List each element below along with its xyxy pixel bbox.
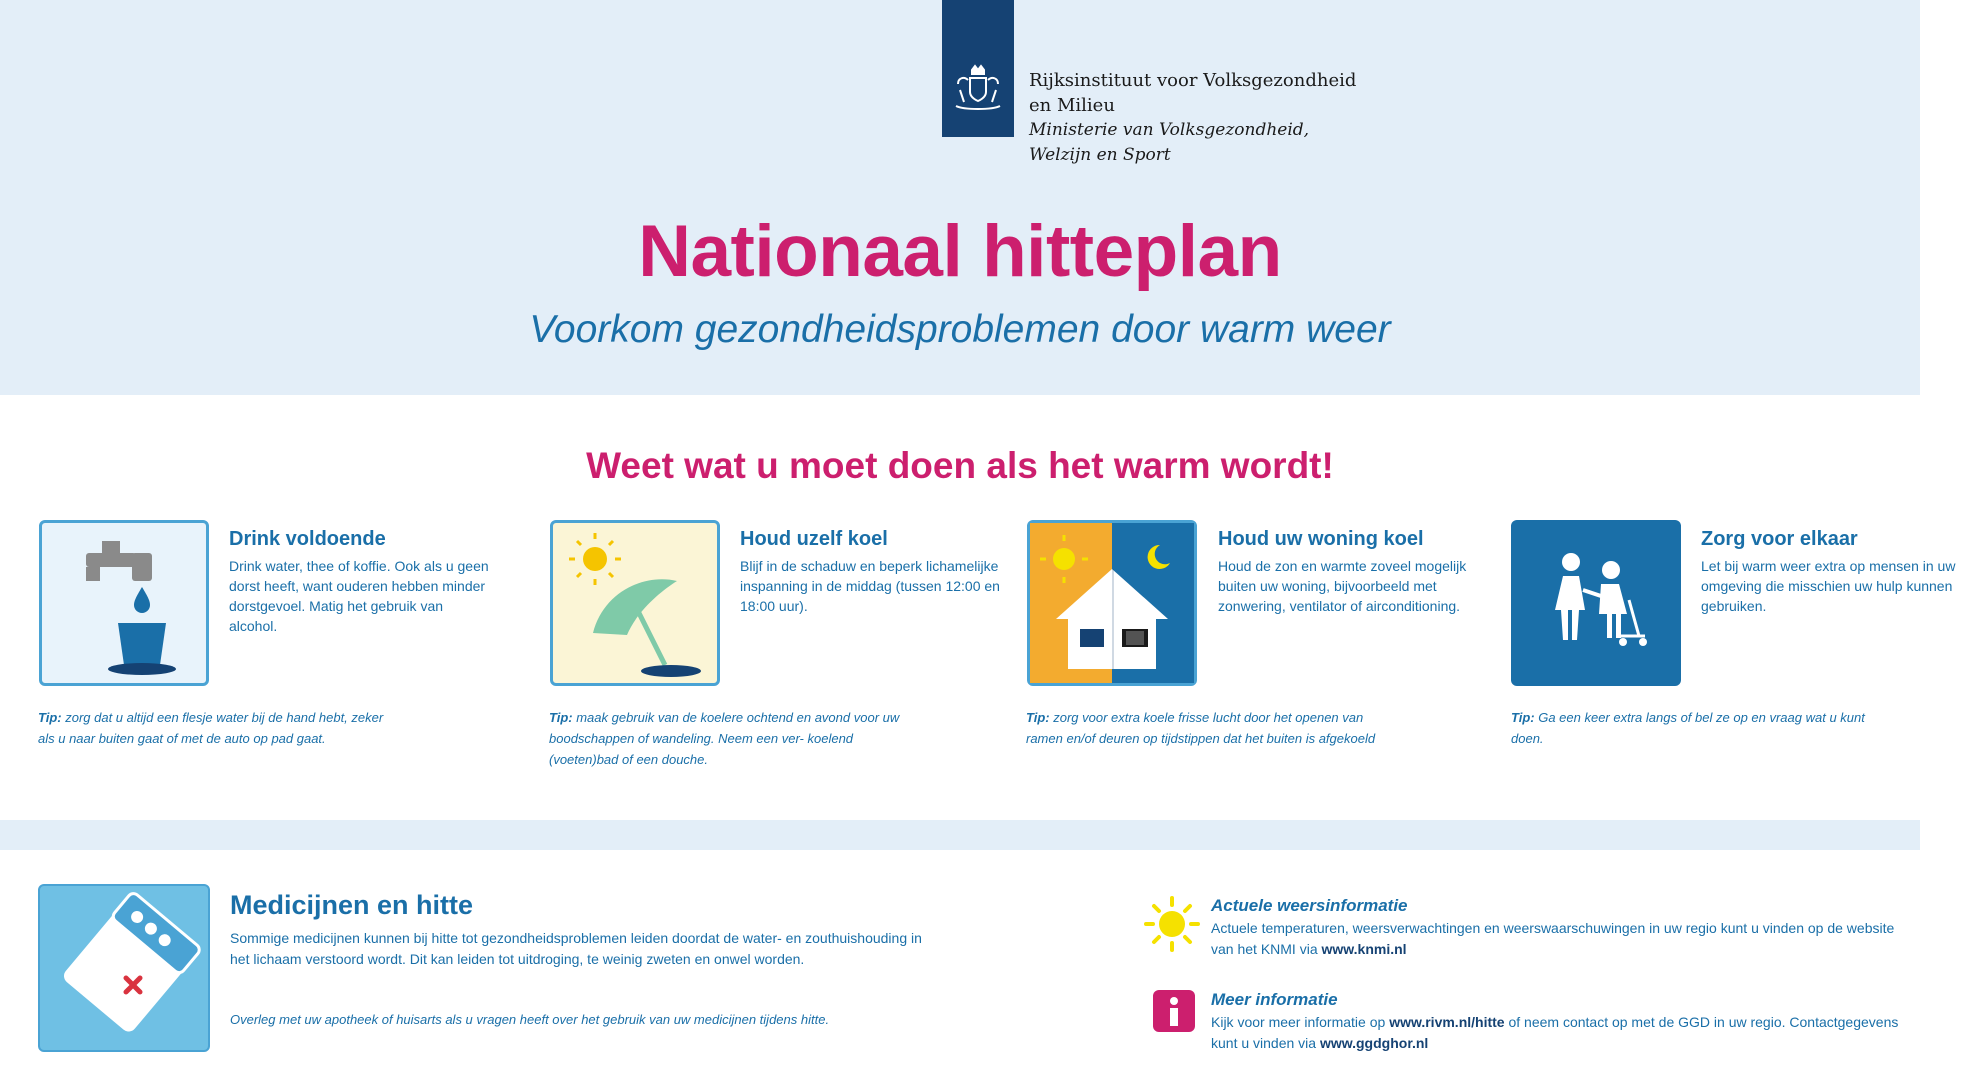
- knmi-link[interactable]: www.knmi.nl: [1321, 941, 1407, 957]
- cool-icon-box: [550, 520, 720, 686]
- house-day-night-icon: [1030, 523, 1194, 683]
- coat-of-arms-icon: [950, 64, 1006, 112]
- page-subtitle: Voorkom gezondheidsproblemen door warm weer: [529, 308, 1391, 351]
- medicines-icon-box: [38, 884, 210, 1052]
- card-tip-drink: [38, 707, 398, 749]
- more-info-text-2: of neem contact op met de GGD in uw regio. Contactgegevens kunt u vinden via: [1211, 1014, 1899, 1051]
- tip-text: maak gebruik van de koelere ochtend en avond voor uw boodschappen of wandeling. Neem een ver- koelend (voeten)bad of een douche.: [549, 710, 900, 767]
- page-title: Nationaal hitteplan: [638, 211, 1282, 292]
- organisation-name: [1029, 68, 1356, 168]
- card-title-care: Zorg voor elkaar: [1701, 528, 1858, 550]
- org-line-2: en Milieu: [1029, 95, 1115, 116]
- card-tip-cool: [549, 707, 909, 770]
- medicines-title: Medicijnen en hitte: [230, 890, 474, 920]
- more-info-title: Meer informatie: [1211, 990, 1338, 1009]
- rivm-link[interactable]: www.rivm.nl/hitte: [1389, 1014, 1505, 1030]
- tip-label: Tip:: [549, 710, 573, 725]
- care-icon-box: [1511, 520, 1681, 686]
- tip-label: Tip:: [38, 710, 62, 725]
- pill-package-icon: [40, 886, 208, 1050]
- medicines-body: Sommige medicijnen kunnen bij hitte tot gezondheidsproblemen leiden doordat de water- en zouthuishouding in het lichaam verstoord wordt. Dit kan leiden tot uitdroging, te weinig zweten en onwel worden.: [230, 930, 922, 967]
- card-title-cool: Houd uzelf koel: [740, 528, 888, 550]
- more-info-text-1: Kijk voor meer informatie op: [1211, 1014, 1386, 1030]
- card-body-care: Let bij warm weer extra op mensen in uw omgeving die misschien uw hulp kunnen gebruiken.: [1701, 558, 1956, 614]
- caregiver-icon: [1511, 520, 1681, 686]
- card-tip-home: [1026, 707, 1386, 749]
- weather-info-text: Actuele temperaturen, weersverwachtingen en weerswaarschuwingen in uw regio kunt u vinden op de website van het KNMI via: [1211, 920, 1895, 957]
- ggdghor-link[interactable]: www.ggdghor.nl: [1319, 1035, 1429, 1051]
- card-tip-care: [1511, 707, 1871, 749]
- medicines-note: Overleg met uw apotheek of huisarts als u vragen heeft over het gebruik van uw medicijnen tijdens hitte.: [230, 1012, 830, 1027]
- card-body-drink: Drink water, thee of koffie. Ook als u geen dorst heeft, want ouderen hebben minder dorstgevoel. Matig het gebruik van alcohol.: [229, 558, 489, 634]
- info-icon: [1153, 990, 1195, 1032]
- weather-info-body: [1211, 918, 1911, 960]
- card-body-cool: Blijf in de schaduw en beperk lichamelijke inspanning in de middag (tussen 12:00 en 18:00 uur).: [740, 558, 1000, 614]
- tip-label: Tip:: [1511, 710, 1535, 725]
- home-icon-box: [1027, 520, 1197, 686]
- tip-text: Ga een keer extra langs of bel ze op en vraag wat u kunt doen.: [1511, 710, 1865, 746]
- parasol-icon: [553, 523, 717, 683]
- sun-icon: [1142, 894, 1202, 954]
- government-logo: [942, 0, 1014, 137]
- weather-info-title: Actuele weersinformatie: [1211, 896, 1408, 915]
- divider-band: [0, 820, 1920, 850]
- card-title-drink: Drink voldoende: [229, 528, 386, 550]
- card-title-home: Houd uw woning koel: [1218, 528, 1424, 550]
- drink-icon-box: [39, 520, 209, 686]
- water-tap-icon: [42, 523, 206, 683]
- ministry-line-1: Ministerie van Volksgezondheid,: [1029, 120, 1310, 140]
- section-heading: Weet wat u moet doen als het warm wordt!: [586, 445, 1334, 486]
- tip-text: zorg dat u altijd een flesje water bij de hand hebt, zeker als u naar buiten gaat of met de auto op pad gaat.: [38, 710, 384, 746]
- tip-text: zorg voor extra koele frisse lucht door het openen van ramen en/of deuren op tijdstippen dat het buiten is afgekoeld: [1026, 710, 1376, 746]
- org-line-1: Rijksinstituut voor Volksgezondheid: [1029, 70, 1357, 91]
- tip-label: Tip:: [1026, 710, 1050, 725]
- ministry-line-2: Welzijn en Sport: [1029, 145, 1171, 165]
- card-body-home: Houd de zon en warmte zoveel mogelijk buiten uw woning, bijvoorbeeld met zonwering, ventilator of airconditioning.: [1218, 558, 1467, 614]
- more-info-body: [1211, 1012, 1911, 1054]
